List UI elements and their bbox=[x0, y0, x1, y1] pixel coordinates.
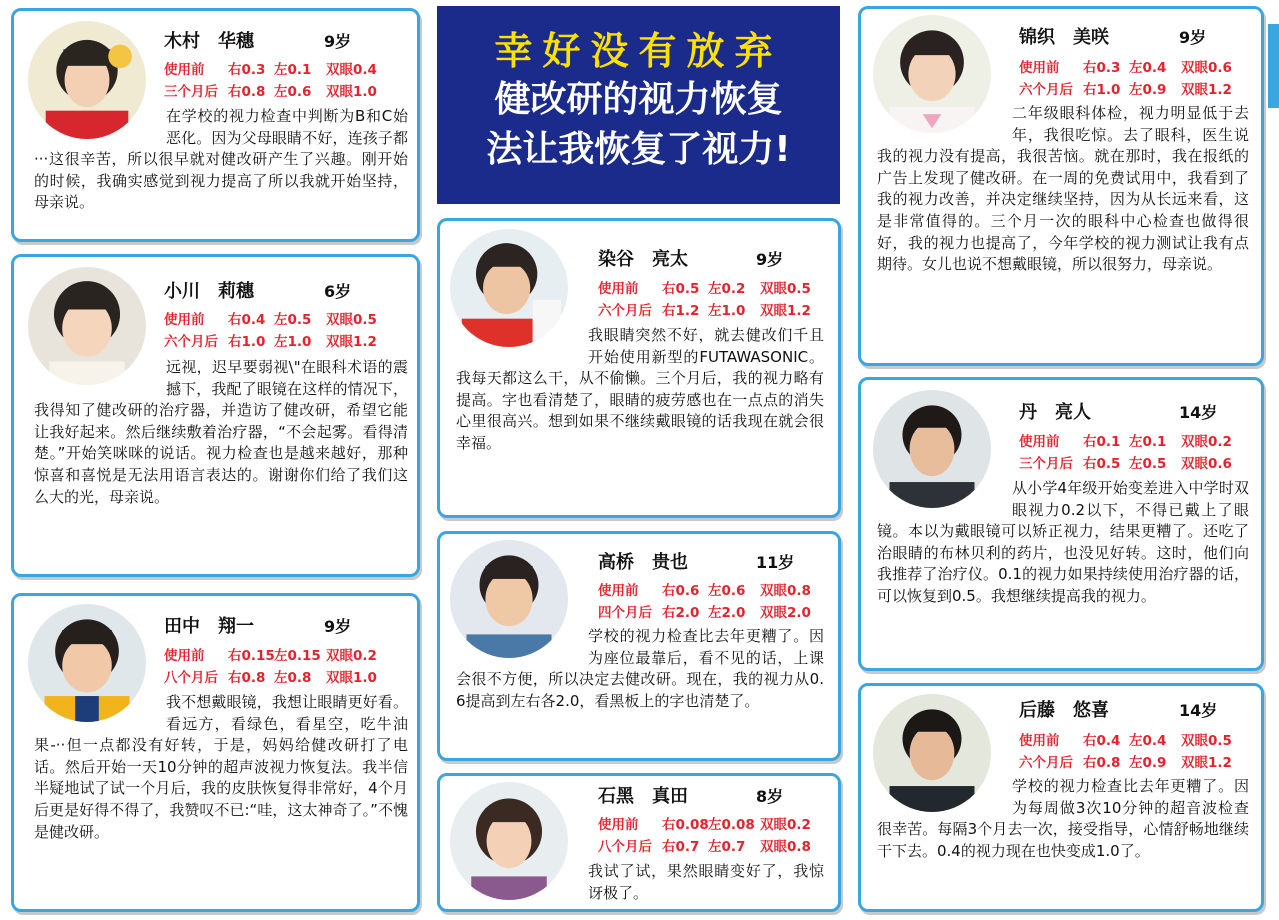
testimonial-card bbox=[437, 773, 841, 912]
testimonial-text: 二年级眼科体检，视力明显低于去年，我很吃惊。去了眼科，医生说我的视力没有提高，我很苦恼。就在那时，我在报纸的广告上发现了健改研。在一周的免费试用中，我看到了我的视力改善，并决定继续坚持，因为从长远来看，这是非常值得的。三个月一次的眼科中心检查也做得很好，我的视力也提高了，今年学校的视力测试让我有点期待。女儿也说不想戴眼镜，所以很努力，母亲说。 bbox=[877, 104, 1249, 274]
testimonial-text: 学校的视力检查比去年更糟了。因为每周做3次10分钟的超音波检查很幸苦。每隔3个月去一次，接受指导，心情舒畅地继续干下去。0.4的视力现在也快变成1.0了。 bbox=[877, 777, 1249, 860]
both-eyes-value: 双眼0.2 bbox=[326, 648, 377, 664]
child-age: 14岁 bbox=[1179, 701, 1218, 720]
row-label: 八个月后 bbox=[164, 670, 218, 686]
testimonial-text: 我不想戴眼镜，我想让眼睛更好看。看远方，看绿色，看星空，吃牛油果-··但一点都没有好转，于是，妈妈给健改研打了电话。然后开始一天10分钟的超声波视力恢复法。我半信半疑地试了试一个月后，我的皮肤恢复得非常好，4个月后更是好得不得了，我赞叹不已:“哇，这太神奇了。”不愧是健改研。 bbox=[34, 693, 408, 841]
vision-before-row bbox=[598, 813, 811, 833]
headline-line-2: 健改研的视力恢复 bbox=[494, 79, 783, 120]
testimonial-text-box bbox=[877, 776, 1249, 862]
both-eyes-value: 双眼1.0 bbox=[326, 84, 377, 100]
both-eyes-value: 双眼1.2 bbox=[1181, 82, 1232, 98]
testimonial-text-box bbox=[456, 325, 824, 455]
left-eye-value: 左0.6 bbox=[274, 84, 312, 100]
both-eyes-value: 双眼1.2 bbox=[760, 303, 811, 319]
testimonial-text: 远视，迟早要弱视\"在眼科术语的震撼下，我配了眼镜在这样的情况下，我得知了健改研的治疗器，并造访了健改研，希望它能让我好起来。然后继续敷着治疗器，“不会起雾。看得清楚。”开始笑咪咪的说话。视力检查也是越来越好，那种惊喜和喜悦是无法用语言表达的。谢谢你们给了我们这么大的光，母亲说。 bbox=[34, 358, 408, 506]
row-label: 使用前 bbox=[1019, 434, 1060, 450]
headline-banner bbox=[437, 6, 840, 204]
testimonial-text: 学校的视力检查比去年更糟了。因为座位最靠后，看不见的话，上课会很不方便，所以决定去健改研。现在，我的视力从0.6提高到左右各2.0，看黑板上的字也清楚了。 bbox=[456, 627, 824, 710]
vision-before-row bbox=[1019, 729, 1232, 749]
edge-decoration bbox=[1268, 24, 1279, 108]
vision-before-row bbox=[1019, 56, 1232, 76]
both-eyes-value: 双眼0.4 bbox=[326, 62, 377, 78]
row-label: 三个月后 bbox=[164, 84, 218, 100]
both-eyes-value: 双眼0.8 bbox=[760, 839, 811, 855]
left-eye-value: 左0.4 bbox=[1129, 60, 1167, 76]
both-eyes-value: 双眼0.2 bbox=[760, 817, 811, 833]
right-eye-value: 右0.8 bbox=[228, 84, 266, 100]
left-eye-value: 左0.6 bbox=[708, 583, 746, 599]
testimonial-text: 在学校的视力检查中判断为B和C始恶化。因为父母眼睛不好，连孩子都···这很辛苦，所以很早就对健改研产生了兴趣。刚开始的时候，我确实感觉到视力提高了所以我就开始坚持，母亲说。 bbox=[34, 107, 408, 212]
vision-after-row bbox=[1019, 751, 1232, 771]
row-label: 六个月后 bbox=[1019, 82, 1073, 98]
right-eye-value: 右0.5 bbox=[662, 281, 700, 297]
left-eye-value: 左0.08 bbox=[708, 817, 755, 833]
left-eye-value: 左0.2 bbox=[708, 281, 746, 297]
row-label: 四个月后 bbox=[598, 605, 652, 621]
both-eyes-value: 双眼0.5 bbox=[760, 281, 811, 297]
right-eye-value: 右0.3 bbox=[1083, 60, 1121, 76]
left-eye-value: 左0.5 bbox=[1129, 456, 1167, 472]
right-eye-value: 右0.5 bbox=[1083, 456, 1121, 472]
right-eye-value: 右0.8 bbox=[228, 670, 266, 686]
both-eyes-value: 双眼0.5 bbox=[1181, 733, 1232, 749]
testimonial-text-box bbox=[34, 692, 408, 843]
child-name: 小川 莉穗 bbox=[164, 281, 254, 302]
testimonial-card bbox=[858, 6, 1264, 366]
vision-after-row bbox=[164, 666, 377, 686]
left-eye-value: 左0.15 bbox=[274, 648, 321, 664]
testimonial-text: 我眼睛突然不好，就去健改们千且开始使用新型的FUTAWASONIC。我每天都这么干，从不偷懒。三个月后，我的视力略有提高。字也看清楚了，眼睛的疲劳感也在一点点的消失心里很高兴。想到如果不继续戴眼镜的话我现在就会很幸福。 bbox=[456, 326, 824, 452]
right-eye-value: 右1.0 bbox=[228, 334, 266, 350]
both-eyes-value: 双眼0.2 bbox=[1181, 434, 1232, 450]
row-label: 六个月后 bbox=[164, 334, 218, 350]
headline-line-3: 法让我恢复了视力! bbox=[486, 129, 791, 170]
child-name: 木村 华穗 bbox=[164, 31, 254, 52]
child-photo bbox=[450, 782, 568, 900]
testimonial-card bbox=[11, 8, 420, 242]
left-eye-value: 左2.0 bbox=[708, 605, 746, 621]
both-eyes-value: 双眼0.6 bbox=[1181, 456, 1232, 472]
right-eye-value: 右0.1 bbox=[1083, 434, 1121, 450]
left-eye-value: 左0.5 bbox=[274, 312, 312, 328]
child-age: 6岁 bbox=[324, 282, 352, 301]
vision-after-row bbox=[598, 601, 811, 621]
vision-after-row bbox=[598, 835, 811, 855]
headline-line-1: 幸好没有放弃 bbox=[494, 29, 783, 73]
row-label: 使用前 bbox=[164, 648, 205, 664]
testimonial-card bbox=[437, 531, 841, 761]
child-name: 锦织 美咲 bbox=[1019, 27, 1109, 48]
testimonial-card bbox=[437, 218, 841, 518]
testimonial-text-box bbox=[877, 478, 1249, 608]
right-eye-value: 右0.8 bbox=[1083, 755, 1121, 771]
child-name: 高桥 贵也 bbox=[598, 552, 688, 573]
child-age: 14岁 bbox=[1179, 403, 1218, 422]
right-eye-value: 右0.4 bbox=[1083, 733, 1121, 749]
child-age: 9岁 bbox=[324, 32, 352, 51]
vision-after-row bbox=[1019, 452, 1232, 472]
vision-before-row bbox=[164, 58, 377, 78]
child-age: 9岁 bbox=[1179, 28, 1207, 47]
both-eyes-value: 双眼0.5 bbox=[326, 312, 377, 328]
child-age: 8岁 bbox=[756, 787, 784, 806]
left-eye-value: 左0.4 bbox=[1129, 733, 1167, 749]
both-eyes-value: 双眼1.2 bbox=[1181, 755, 1232, 771]
left-eye-value: 左1.0 bbox=[708, 303, 746, 319]
child-age: 11岁 bbox=[756, 553, 795, 572]
vision-before-row bbox=[598, 277, 811, 297]
child-age: 9岁 bbox=[324, 617, 352, 636]
testimonial-card bbox=[858, 377, 1264, 671]
testimonial-card bbox=[11, 593, 420, 912]
both-eyes-value: 双眼1.0 bbox=[326, 670, 377, 686]
vision-before-row bbox=[598, 579, 811, 599]
row-label: 使用前 bbox=[1019, 733, 1060, 749]
both-eyes-value: 双眼0.6 bbox=[1181, 60, 1232, 76]
row-label: 使用前 bbox=[164, 62, 205, 78]
testimonial-text: 我试了试，果然眼睛变好了，我惊讶极了。 bbox=[588, 862, 824, 902]
vision-after-row bbox=[1019, 78, 1232, 98]
left-eye-value: 左0.9 bbox=[1129, 755, 1167, 771]
row-label: 使用前 bbox=[164, 312, 205, 328]
right-eye-value: 右0.08 bbox=[662, 817, 709, 833]
child-age: 9岁 bbox=[756, 250, 784, 269]
row-label: 使用前 bbox=[598, 583, 639, 599]
left-eye-value: 左0.1 bbox=[274, 62, 312, 78]
row-label: 六个月后 bbox=[1019, 755, 1073, 771]
right-eye-value: 右0.7 bbox=[662, 839, 700, 855]
testimonial-text-box bbox=[456, 626, 824, 712]
both-eyes-value: 双眼0.8 bbox=[760, 583, 811, 599]
both-eyes-value: 双眼2.0 bbox=[760, 605, 811, 621]
vision-after-row bbox=[164, 80, 377, 100]
row-label: 使用前 bbox=[598, 817, 639, 833]
left-eye-value: 左0.9 bbox=[1129, 82, 1167, 98]
left-eye-value: 左0.8 bbox=[274, 670, 312, 686]
vision-after-row bbox=[164, 330, 377, 350]
vision-before-row bbox=[1019, 430, 1232, 450]
testimonial-text-box bbox=[34, 106, 408, 214]
row-label: 六个月后 bbox=[598, 303, 652, 319]
right-eye-value: 右0.6 bbox=[662, 583, 700, 599]
child-name: 田中 翔一 bbox=[164, 616, 254, 637]
row-label: 八个月后 bbox=[598, 839, 652, 855]
row-label: 三个月后 bbox=[1019, 456, 1073, 472]
testimonial-text-box bbox=[877, 103, 1249, 276]
testimonial-text-box bbox=[588, 861, 824, 904]
child-name: 后藤 悠喜 bbox=[1019, 700, 1109, 721]
right-eye-value: 右0.4 bbox=[228, 312, 266, 328]
vision-before-row bbox=[164, 308, 377, 328]
right-eye-value: 右1.2 bbox=[662, 303, 700, 319]
child-name: 丹 亮人 bbox=[1019, 402, 1091, 423]
right-eye-value: 右2.0 bbox=[662, 605, 700, 621]
right-eye-value: 右0.3 bbox=[228, 62, 266, 78]
vision-before-row bbox=[164, 644, 377, 664]
left-eye-value: 左0.7 bbox=[708, 839, 746, 855]
right-eye-value: 右1.0 bbox=[1083, 82, 1121, 98]
right-eye-value: 右0.15 bbox=[228, 648, 275, 664]
both-eyes-value: 双眼1.2 bbox=[326, 334, 377, 350]
row-label: 使用前 bbox=[598, 281, 639, 297]
left-eye-value: 左0.1 bbox=[1129, 434, 1167, 450]
testimonial-card bbox=[11, 254, 420, 577]
child-name: 石黑 真田 bbox=[598, 786, 688, 807]
left-eye-value: 左1.0 bbox=[274, 334, 312, 350]
testimonial-text-box bbox=[34, 357, 408, 508]
vision-after-row bbox=[598, 299, 811, 319]
child-name: 染谷 亮太 bbox=[598, 249, 688, 270]
row-label: 使用前 bbox=[1019, 60, 1060, 76]
testimonial-text: 从小学4年级开始变差进入中学时双眼视力0.2以下，不得已戴上了眼镜。本以为戴眼镜可以矫正视力，结果更糟了。还吃了治眼睛的布林贝利的药片，也没见好转。这时，他们向我推荐了治疗仪。0.1的视力如果持续使用治疗器的话，可以恢复到0.5。我想继续提高我的视力。 bbox=[877, 479, 1249, 605]
testimonial-card bbox=[858, 683, 1264, 912]
